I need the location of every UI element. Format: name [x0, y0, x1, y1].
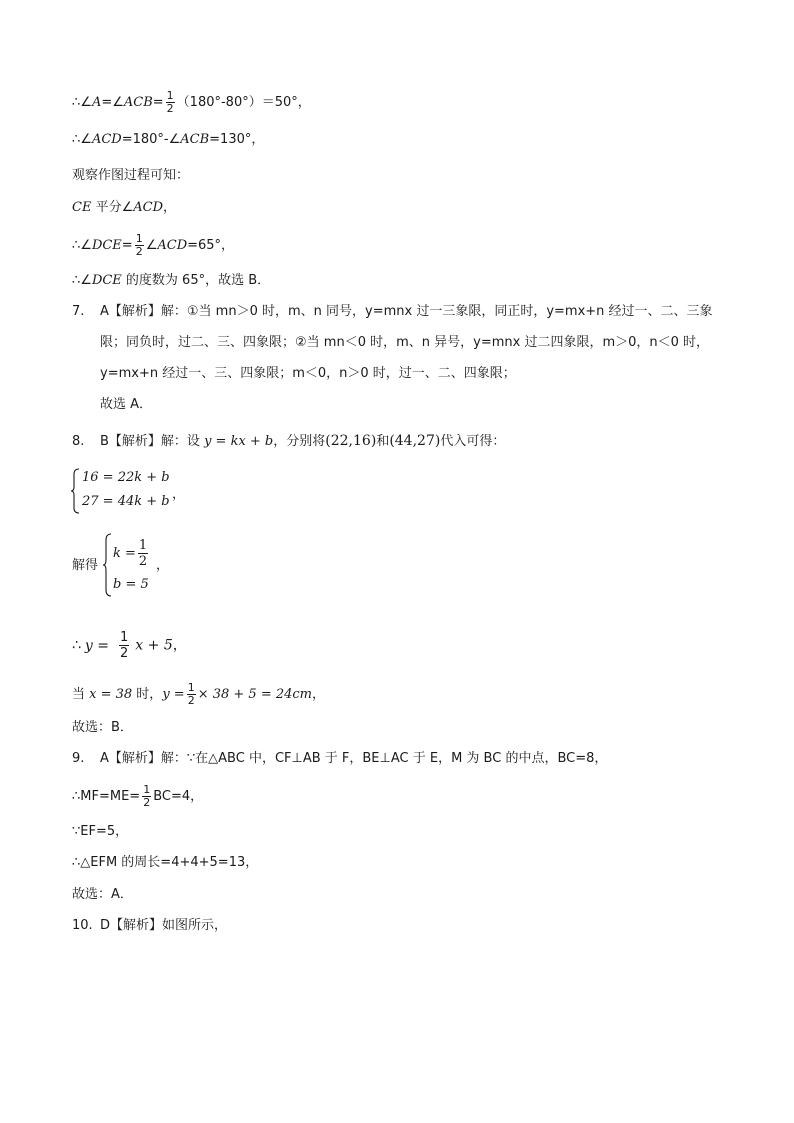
system-brace [70, 468, 80, 518]
fraction: $\frac{1}{2}$ [187, 681, 195, 707]
fraction: $\frac{1}{2}$ [135, 232, 143, 258]
question-7: 7. A【解析】解：①当 mn＞0 时，m、n 同号，y=mnx 过一三象限，同正时，y=mx+n 经过一、二、三象 [72, 304, 713, 319]
fraction: $\frac{1}{2}$ [143, 783, 151, 809]
q8-answer: 故选：B． [72, 720, 133, 735]
solution-b: b = 5 [113, 577, 149, 592]
q9-line-3: ∵EF=5， [72, 824, 129, 839]
q9-answer: 故选：A． [72, 887, 133, 902]
q7-line-3: y=mx+n 经过一、三、四象限；m＜0，n＞0 时，过一、二、四象限； [100, 366, 516, 381]
line-angle-dce: ∴∠DCE= $\frac{1}{2}$ ∠ACD=65°， [72, 232, 235, 258]
q7-line-2: 限；同负时，过二、三、四象限；②当 mn＜0 时，m、n 异号，y=mnx 过二四象限，m＞0，n＜0 时， [100, 335, 710, 350]
question-number: 9. [72, 751, 85, 766]
question-number: 8. [72, 434, 85, 449]
fraction: $\frac{1}{2}$ [120, 630, 129, 661]
solve-label: 解得 [72, 558, 99, 573]
question-9: 9. A【解析】解：∵在△ABC 中，CF⊥AB 于 F，BE⊥AC 于 E，M 为 BC 的中点，BC=8， [72, 751, 608, 766]
question-number: 7. [72, 304, 85, 319]
line-dce-answer: ∴∠DCE 的度数为 65°，故选 B． [72, 273, 271, 288]
solution-k: k = $\frac{1}{2}$ [113, 538, 148, 569]
line-ce-bisect: CE 平分∠ACD， [72, 200, 177, 215]
solution-comma: ， [156, 558, 170, 573]
line-when-x: 当 x = 38 时，y = $\frac{1}{2}$ × 38 + 5 = 24cm， [72, 681, 326, 707]
system-equation-1: 16 = 22k + b [82, 470, 170, 485]
fraction: $\frac{1}{2}$ [166, 89, 174, 115]
system-equation-2: 27 = 44k + b [82, 494, 170, 509]
line-angle-a: ∴∠A=∠ACB= $\frac{1}{2}$ （180°-80°）＝50°， [72, 89, 311, 115]
system-comma: ， [172, 487, 186, 502]
q9-line-4: ∴△EFM 的周长=4+4+5=13， [72, 855, 259, 870]
q7-answer: 故选 A． [100, 397, 153, 412]
question-8: 8. B【解析】解：设 y = kx + b，分别将(22,16)和(44,27)代入可得： [72, 433, 506, 449]
line-observe: 观察作图过程可知： [72, 168, 190, 183]
line-result-equation: ∴ y = $\frac{1}{2}$ x + 5， [72, 630, 187, 661]
solution-brace [102, 533, 112, 601]
question-number: 10. [72, 918, 93, 933]
line-angle-acd: ∴∠ACD=180°-∠ACB=130°， [72, 132, 265, 147]
q9-line-2: ∴MF=ME= $\frac{1}{2}$ BC=4， [72, 783, 204, 809]
fraction: $\frac{1}{2}$ [138, 538, 148, 569]
question-10: 10. D【解析】如图所示， [72, 918, 228, 933]
